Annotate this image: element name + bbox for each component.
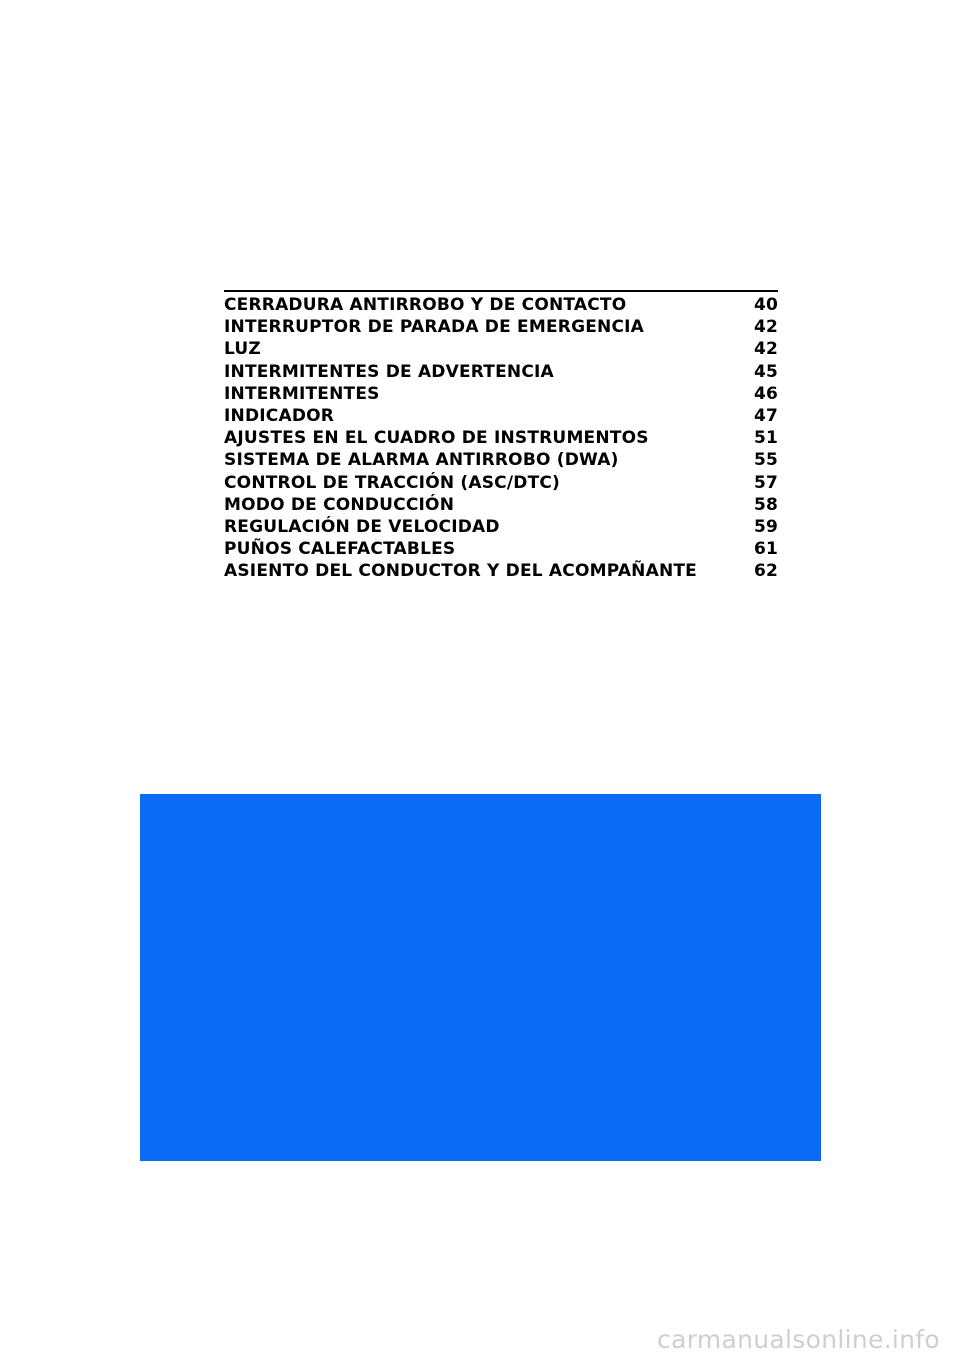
toc-entry-title: INTERMITENTES	[224, 383, 380, 404]
toc-entry-page: 40	[753, 295, 778, 315]
toc-entry-title: REGULACIÓN DE VELOCIDAD	[224, 516, 500, 537]
toc-entry[interactable]	[224, 472, 778, 494]
toc-entry-page: 55	[753, 450, 778, 471]
toc-entry[interactable]	[224, 449, 778, 471]
toc-entry-title: CONTROL DE TRACCIÓN (ASC/DTC)	[224, 472, 561, 493]
toc-entry-title: INDICADOR	[224, 405, 335, 426]
toc-entry[interactable]	[224, 516, 778, 538]
toc-entry[interactable]	[224, 316, 778, 338]
watermark-text: carmanualsonline.info	[657, 1325, 940, 1354]
toc-entry-page: 61	[753, 539, 778, 560]
table-of-contents	[224, 290, 778, 582]
toc-entry[interactable]	[224, 405, 778, 427]
toc-entry[interactable]	[224, 538, 778, 560]
toc-entry-title: INTERMITENTES DE ADVERTENCIA	[224, 361, 554, 382]
toc-entry[interactable]	[224, 338, 778, 360]
toc-entry-title: SISTEMA DE ALARMA ANTIRROBO (DWA)	[224, 450, 619, 471]
toc-entry-title: ASIENTO DEL CONDUCTOR Y DEL ACOMPAÑANTE	[224, 561, 697, 582]
toc-entry-page: 46	[753, 383, 778, 404]
toc-entry[interactable]	[224, 361, 778, 383]
toc-entry-page: 59	[753, 516, 778, 537]
toc-entry-title: CERRADURA ANTIRROBO Y DE CONTACTO	[224, 295, 627, 315]
blue-color-panel	[140, 794, 821, 1161]
toc-entry[interactable]	[224, 294, 778, 316]
toc-entry[interactable]	[224, 494, 778, 516]
toc-entry-title: LUZ	[224, 339, 261, 360]
toc-entry[interactable]	[224, 560, 778, 582]
toc-entry-page: 42	[753, 339, 778, 360]
toc-entry-page: 42	[753, 317, 778, 338]
toc-entry-page: 47	[753, 405, 778, 426]
toc-entry-page: 58	[753, 494, 778, 515]
toc-entry-title: INTERRUPTOR DE PARADA DE EMERGENCIA	[224, 317, 645, 338]
toc-entry[interactable]	[224, 383, 778, 405]
toc-entry-page: 51	[753, 428, 778, 449]
toc-entry[interactable]	[224, 427, 778, 449]
toc-entry-title: MODO DE CONDUCCIÓN	[224, 494, 455, 515]
toc-entry-page: 62	[753, 561, 778, 582]
toc-entry-page: 45	[753, 361, 778, 382]
toc-entry-page: 57	[753, 472, 778, 493]
toc-entry-title: AJUSTES EN EL CUADRO DE INSTRUMENTOS	[224, 428, 649, 449]
toc-entry-title: PUÑOS CALEFACTABLES	[224, 539, 456, 560]
